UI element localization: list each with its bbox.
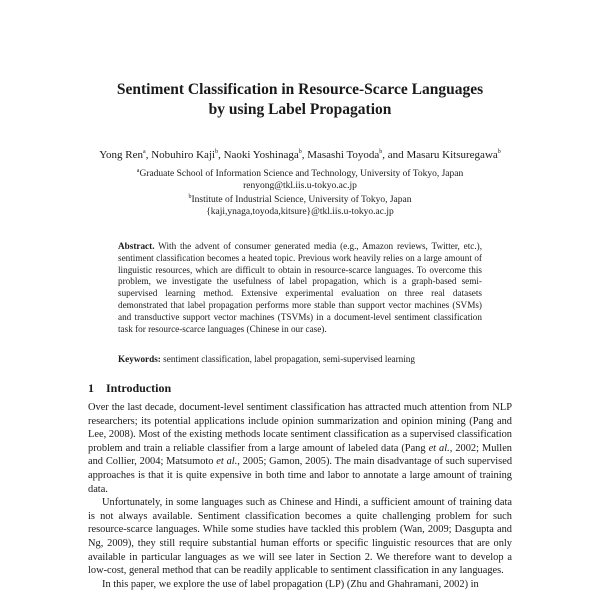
paper-title	[60, 80, 540, 120]
affiliation-mark: b	[188, 194, 192, 201]
section-number: 1	[88, 381, 94, 395]
author-affiliation-mark: b	[379, 149, 383, 155]
author-affiliation-mark: b	[497, 149, 501, 155]
keywords	[118, 354, 482, 366]
author-list	[40, 145, 560, 162]
author-separator: ,	[301, 149, 308, 161]
author-name: Nobuhiro Kaji	[151, 149, 216, 161]
affiliation-institution: $^a$Graduate School of Information Science and Technology, University of Tokyo, Japan	[136, 168, 464, 179]
abstract-text: With the advent of consumer generated media (e.g., Amazon reviews, Twitter, etc.), sentiment classification becomes a heated topic. Previous work heavily relies on a large amount of linguistic resources, which are difficult to obtain in resource-scarce languages. To overcome this problem, we investigate the usefulness of label propagation, which is a graph-based semi-supervised learning method. Extensive experimental evaluation on three real datasets demonstrated that label propagation performs more stable than support vector machines (SVMs) and transductive support vector machines (TSVMs) in a document-level sentiment classification task for resource-scarce languages (Chinese in our case).	[118, 241, 482, 334]
affiliation-mark: a	[136, 168, 140, 174]
section-heading	[88, 381, 171, 395]
affiliation-institution: $^b$Institute of Industrial Science, University of Tokyo, Japan	[188, 194, 412, 206]
title-line-2: by using Label Propagation	[208, 101, 392, 118]
abstract-label: Abstract.	[118, 241, 155, 251]
abstract	[118, 241, 482, 335]
author-separator: ,	[218, 149, 224, 161]
body-text	[88, 401, 512, 591]
author-name: Yong Ren	[99, 149, 144, 161]
paragraph: Unfortunately, in some languages such as Chinese and Hindi, a sufficient amount of training data is not always available. Sentiment classification becomes a quite challenging problem for such resource-scarce languages. While some studies have tackled this problem (Wan, 2009; Dasgupta and Ng, 2009), they still require substantial human efforts or specific linguistic resources that are only available in particular languages as we will see later in Section 2. We therefore want to develop a low-cost, general method that can be readily applicable to sentiment classification in any languages.	[88, 497, 512, 577]
author-name: Naoki Yoshinaga	[223, 149, 299, 161]
paragraph: In this paper, we explore the use of label propagation (LP) (Zhu and Ghahramani, 2002) in	[102, 578, 479, 590]
author-affiliation-mark: a	[143, 149, 146, 155]
title-line-1: Sentiment Classification in Resource-Scarce Languages	[116, 81, 484, 98]
section-title: Introduction	[106, 381, 172, 395]
keywords-label: Keywords:	[118, 354, 161, 364]
author-affiliation-mark: b	[215, 149, 219, 155]
author-separator: ,	[145, 149, 152, 161]
keywords-text: sentiment classification, label propagation, semi-supervised learning	[163, 354, 415, 364]
affiliation-email: {kaji,ynaga,toyoda,kitsure}@tkl.iis.u-tokyo.ac.jp	[206, 206, 394, 217]
author-affiliation-mark: b	[298, 149, 302, 155]
author-separator: , and	[382, 149, 407, 161]
affiliation-email: renyong@tkl.iis.u-tokyo.ac.jp	[243, 180, 357, 191]
author-name: Masashi Toyoda	[307, 149, 380, 161]
affiliations	[60, 166, 540, 218]
paragraph: Over the last decade, document-level sentiment classification has attracted much attention from NLP researchers; its potential applications include opinion summarization and opinion mining (Pang and Lee, 2008). Most of the existing methods locate sentiment classification as a supervised classification problem and train a reliable classifier from a large amount of labeled data (Pang et al., 2002; Mullen and Collier, 2004; Matsumoto et al., 2005; Gamon, 2005). The main disadvantage of such supervised approaches is that it is quite expensive in both time and labor to annotate a large amount of training data.	[88, 402, 513, 495]
author-name: Masaru Kitsuregawa	[406, 149, 498, 161]
